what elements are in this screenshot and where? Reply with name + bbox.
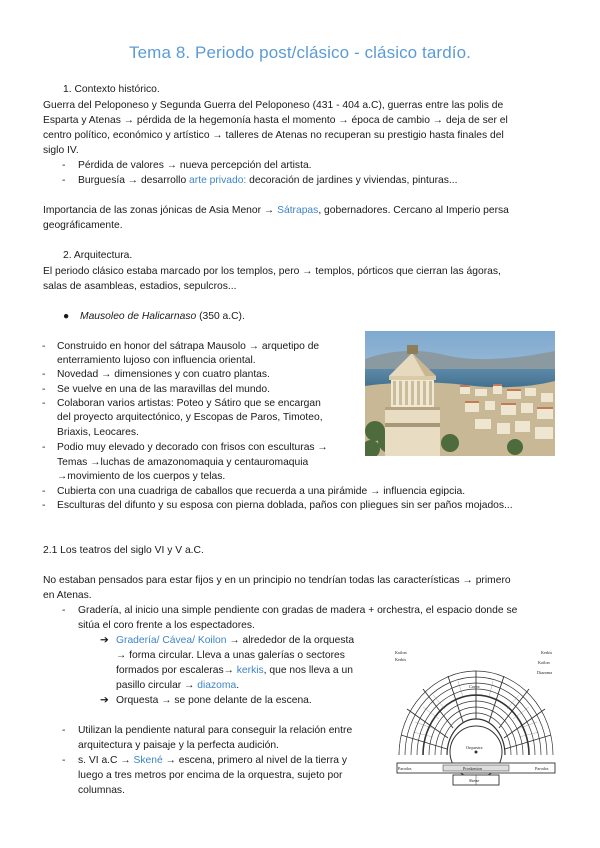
bullet-graderia: Gradería, al inicio una simple pendiente con gradas de madera + orchestra, el espacio donde se (78, 605, 518, 616)
dash-bullet-marker: - (62, 755, 66, 766)
sub-bullet-kerkis (116, 663, 353, 678)
sub-bullet-cavea (116, 633, 354, 648)
section-heading-contexto: 1. Contexto histórico. (63, 84, 160, 95)
bullet-line: Novedad → dimensiones y con cuatro plantas. (57, 369, 270, 380)
label-skene: Skene (469, 778, 480, 783)
bullet-line: Temas →luchas de amazonomaquia y centauromaquia (57, 457, 309, 468)
dash-bullet-marker: - (42, 384, 46, 395)
mausoleo-date: (350 a.C). (196, 311, 245, 322)
section-heading-arquitectura: 2. Arquitectura. (63, 250, 133, 261)
dash-bullet-marker: - (42, 500, 46, 511)
paragraph-text: Importancia de las zonas jónicas de Asia Menor → (43, 205, 278, 216)
skene-link[interactable]: Skené (133, 755, 163, 766)
dash-bullet-marker: - (62, 160, 66, 171)
bullet-line: Construido en honor del sátrapa Mausolo → arquetipo de (57, 341, 320, 352)
bullet-line: →movimiento de los cuerpos y telas. (57, 471, 226, 482)
paragraph-line: centro político, económico y artístico → talleres de Atenas no recuperan su prestigio hasta finales del (43, 130, 504, 141)
bullet-text: Burguesía → desarrollo (78, 175, 190, 186)
bullet-line: Esculturas del difunto y su esposa con pierna doblada, paños con pliegues sin ser paños mojados... (57, 500, 513, 511)
label-parodos-left: Parodos (398, 766, 412, 771)
mausoleo-name: Mausoleo de Halicarnaso (80, 311, 197, 322)
bullet-line: Utilizan la pendiente natural para conseguir la relación entre (78, 725, 353, 736)
arrow-bullet-icon: ➔ (100, 635, 109, 646)
bullet-burguesia (78, 173, 458, 188)
arrow-bullet-icon: ➔ (100, 695, 109, 706)
sub-bullet-text: . (236, 680, 240, 691)
paragraph-asia-menor (43, 203, 509, 218)
mausoleo-photo (365, 331, 555, 456)
bullet-line: columnas. (78, 785, 125, 796)
bullet-line: Colaboran varios artistas: Poteo y Sátiro que se encargan (57, 398, 321, 409)
paragraph-line: en Atenas. (43, 590, 92, 601)
mausoleo-photo-image (365, 331, 555, 456)
dash-bullet-marker: - (62, 725, 66, 736)
bullet-skene (78, 753, 347, 768)
dash-bullet-marker: - (42, 341, 46, 352)
label-diazoma: Diazoma (537, 670, 553, 675)
theatre-plan-svg (393, 637, 559, 789)
sub-bullet-text: pasillo circular → (116, 680, 198, 691)
bullet-text: s. VI a.C → (78, 755, 134, 766)
label-kerkis: Kerkis (541, 650, 553, 655)
bullet-dot-icon: ● (63, 311, 70, 322)
bullet-line: Podio muy elevado y decorado con frisos con esculturas → (57, 442, 328, 453)
sub-bullet-text: , que nos lleva a un (263, 665, 353, 676)
bullet-line: Cubierta con una cuadriga de caballos que recuerda a una pirámide → influencia egipcia. (57, 486, 466, 497)
dash-bullet-marker: - (42, 486, 46, 497)
kerkis-link[interactable]: kerkis (236, 665, 264, 676)
label-kerkis-left: Kerkis (395, 657, 407, 662)
bullet-text: decoración de jardines y viviendas, pinturas... (246, 175, 458, 186)
bullet-line: luego a tres metros por encima de la orquestra, sujeto por (78, 770, 343, 781)
dash-bullet-marker: - (42, 442, 46, 453)
sub-bullet-text: → alrededor de la orquesta (226, 635, 355, 646)
dash-bullet-marker: - (62, 175, 66, 186)
bullet-graderia-cont: sitúa el coro frente a los espectadores. (78, 620, 255, 631)
paragraph-line: geográficamente. (43, 220, 123, 231)
bullet-line: del proyecto arquitectónico, y Escopas de Paros, Timoteo, (57, 412, 323, 423)
paragraph-line: Esparta y Atenas → pérdida de la hegemonía hasta el momento → época de cambio → deja de ser el (43, 115, 508, 126)
label-cavea: Cavea (469, 684, 480, 689)
dash-bullet-marker: - (42, 398, 46, 409)
bullet-perdida-valores: Pérdida de valores → nueva percepción del artista. (78, 160, 312, 171)
label-proskenion: Proskenion (463, 766, 482, 771)
dash-bullet-marker: - (42, 369, 46, 380)
label-parodos-right: Parodos (535, 766, 549, 771)
section-heading-teatros: 2.1 Los teatros del siglo VI y V a.C. (43, 545, 204, 556)
sub-bullet-diazoma (116, 678, 239, 693)
paragraph-text: , gobernadores. Cercano al Imperio persa (318, 205, 509, 216)
sub-bullet-orquesta: Orquesta → se pone delante de la escena. (116, 695, 312, 706)
arte-privado-link[interactable]: arte privado: (189, 175, 247, 186)
bullet-line: Se vuelve en una de las maravillas del mundo. (57, 384, 270, 395)
satrapas-link[interactable]: Sátrapas (277, 205, 319, 216)
paragraph-line: salas de asambleas, estadios, sepulcros... (43, 281, 237, 292)
diazoma-link[interactable]: diazoma (197, 680, 237, 691)
bullet-line: arquitectura y paisaje y la perfecta audición. (78, 740, 279, 751)
bullet-text: → escena, primero al nivel de la tierra y (162, 755, 347, 766)
graderia-cavea-koilon-link[interactable]: Gradería/ Cávea/ Koilon (116, 635, 227, 646)
label-koilon-right: Koilon (538, 660, 550, 665)
sub-bullet-line: → forma circular. Lleva a unas galerías o sectores (116, 650, 345, 661)
sub-bullet-text: formados por escaleras→ (116, 665, 237, 676)
theatre-plan-diagram (393, 637, 559, 789)
bullet-line: enterramiento lujoso con influencia oriental. (57, 355, 256, 366)
page-title: Tema 8. Periodo post/clásico - clásico tardío. (129, 43, 471, 62)
mausoleo-heading (80, 309, 245, 324)
label-orquestra: Orquestra (466, 745, 483, 750)
bullet-line: Briaxis, Leocares. (57, 427, 139, 438)
paragraph-line: Guerra del Peloponeso y Segunda Guerra del Peloponeso (431 - 404 a.C), guerras entre las polis de (43, 100, 504, 111)
label-koilon: Koilon (395, 650, 407, 655)
paragraph-line: No estaban pensados para estar fijos y en un principio no tendrían todas las características → primero (43, 575, 511, 586)
dash-bullet-marker: - (62, 605, 66, 616)
paragraph-line: siglo IV. (43, 145, 79, 156)
paragraph-line: El periodo clásico estaba marcado por los templos, pero → templos, pórticos que cierran las ágoras, (43, 266, 501, 277)
